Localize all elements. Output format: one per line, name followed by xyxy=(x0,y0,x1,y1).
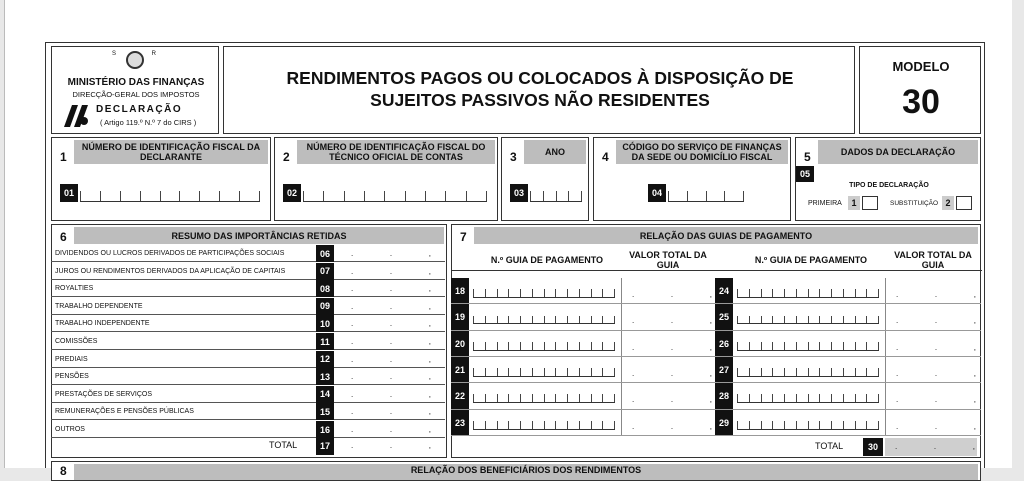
guide-number-input[interactable] xyxy=(737,416,879,430)
direction-name: DIRECÇÃO-GERAL DOS IMPOSTOS xyxy=(72,90,200,99)
nif-declarant-input[interactable] xyxy=(80,184,260,202)
row-label: TRABALHO DEPENDENTE xyxy=(55,302,143,310)
first-option-checkbox[interactable] xyxy=(862,196,878,210)
guide-number-input[interactable] xyxy=(473,389,615,403)
guide-row-code: 19 xyxy=(451,304,469,330)
section-label: ANO xyxy=(545,147,565,157)
guides-total-label: TOTAL xyxy=(815,441,844,451)
section-number: 7 xyxy=(460,230,467,244)
section-label: RESUMO DAS IMPORTÂNCIAS RETIDAS xyxy=(171,231,347,241)
section-label: NÚMERO DE IDENTIFICAÇÃO FISCAL DA DECLARANTE xyxy=(81,142,261,162)
row-amount-field[interactable]: . . , xyxy=(351,266,431,276)
section-number: 3 xyxy=(510,150,517,164)
guide-value-field[interactable]: . . , xyxy=(621,278,713,304)
guide-row-code: 24 xyxy=(715,278,733,304)
section-label: RELAÇÃO DAS GUIAS DE PAGAMENTO xyxy=(639,231,813,241)
form-page xyxy=(4,0,1012,478)
row-code: 11 xyxy=(316,333,334,350)
total-label: TOTAL xyxy=(269,440,298,450)
col-guide-number-right: N.º GUIA DE PAGAMENTO xyxy=(754,255,868,265)
guide-row-code: 18 xyxy=(451,278,469,304)
guide-value-field[interactable]: . . , xyxy=(621,357,713,383)
guide-value-field[interactable]: . . , xyxy=(885,278,979,304)
guide-row-code: 25 xyxy=(715,304,733,330)
retained-amount-row xyxy=(51,351,445,368)
field-code: 01 xyxy=(60,184,78,202)
row-code: 06 xyxy=(316,245,334,262)
guide-value-field[interactable]: . . , xyxy=(885,304,979,330)
section-number: 5 xyxy=(804,150,811,164)
guides-total-code: 30 xyxy=(863,438,883,456)
guide-row-code: 26 xyxy=(715,331,733,357)
row-code: 15 xyxy=(316,403,334,420)
row-label: COMISSÕES xyxy=(55,338,98,345)
row-amount-field[interactable]: . . , xyxy=(351,249,431,258)
col-guide-number-left: N.º GUIA DE PAGAMENTO xyxy=(490,255,604,265)
row-code: 13 xyxy=(316,368,334,385)
guide-value-field[interactable]: . . , xyxy=(885,410,979,436)
section-number: 2 xyxy=(283,150,290,164)
coat-of-arms-icon xyxy=(126,51,144,69)
guide-row-code: 22 xyxy=(451,383,469,409)
guide-number-input[interactable] xyxy=(473,363,615,377)
row-amount-field[interactable]: . . , xyxy=(351,425,431,434)
total-retained-value[interactable]: . . , xyxy=(351,441,431,450)
guide-number-input[interactable] xyxy=(473,416,615,430)
emblem-letter-r: R xyxy=(151,51,156,57)
declaration-label: DECLARAÇÃO xyxy=(96,104,183,115)
total-code: 17 xyxy=(316,437,334,455)
retained-amount-row xyxy=(51,368,445,385)
declaration-type-label: TIPO DE DECLARAÇÃO xyxy=(849,182,929,189)
row-amount-field[interactable]: . . , xyxy=(351,407,431,417)
row-amount-field[interactable]: . . , xyxy=(351,354,431,364)
row-amount-field[interactable]: . . , xyxy=(351,284,431,294)
year-input[interactable] xyxy=(530,184,582,202)
section-1 xyxy=(51,137,271,221)
field-code: 04 xyxy=(648,184,666,202)
guide-number-input[interactable] xyxy=(473,337,615,351)
ministry-box xyxy=(51,46,219,134)
row-amount-field[interactable]: . . , xyxy=(351,337,431,346)
row-label: PRESTAÇÕES DE SERVIÇOS xyxy=(55,390,152,398)
first-option-code: 1 xyxy=(848,196,860,210)
row-code: 14 xyxy=(316,386,334,403)
row-label: PREDIAIS xyxy=(55,355,88,363)
substitution-option-label: SUBSTITUIÇÃO xyxy=(890,200,939,207)
retained-amount-row xyxy=(51,263,445,280)
section-label: RELAÇÃO DOS BENEFICIÁRIOS DOS RENDIMENTOS xyxy=(410,465,642,475)
row-label: ROYALTIES xyxy=(55,285,94,293)
guide-number-input[interactable] xyxy=(737,284,879,298)
section-number: 1 xyxy=(60,150,67,164)
section-label: DADOS DA DECLARAÇÃO xyxy=(840,147,956,157)
dgci-logo-icon xyxy=(62,103,90,129)
row-code: 16 xyxy=(316,421,334,438)
field-code: 02 xyxy=(283,184,301,202)
section-3 xyxy=(501,137,589,221)
section-4 xyxy=(593,137,791,221)
emblem-letter-s: S xyxy=(112,51,117,57)
guide-value-field[interactable]: . . , xyxy=(885,331,979,357)
guides-total-value[interactable]: . . , xyxy=(885,438,977,456)
col-guide-value-left: VALOR TOTAL DA GUIA xyxy=(629,250,707,270)
field-code: 05 xyxy=(796,166,814,182)
row-divider xyxy=(451,435,981,436)
guide-row-code: 28 xyxy=(715,383,733,409)
guide-number-input[interactable] xyxy=(737,337,879,351)
guide-value-field[interactable]: . . , xyxy=(621,383,713,409)
nif-accountant-input[interactable] xyxy=(303,184,487,202)
section-5 xyxy=(795,137,981,221)
row-label: OUTROS xyxy=(55,426,85,433)
tax-office-code-input[interactable] xyxy=(668,184,744,202)
section-label: NÚMERO DE IDENTIFICAÇÃO FISCAL DO TÉCNICO OFICIAL DE CONTAS xyxy=(306,142,486,162)
form-title-line2: SUJEITOS PASSIVOS NÃO RESIDENTES xyxy=(370,90,710,110)
row-code: 07 xyxy=(316,263,334,280)
retained-amount-row xyxy=(51,386,445,403)
guide-value-field[interactable]: . . , xyxy=(621,331,713,357)
retained-amount-row xyxy=(51,333,445,350)
model-box xyxy=(859,46,981,134)
model-number: 30 xyxy=(902,83,940,121)
row-code: 09 xyxy=(316,298,334,315)
guide-value-field[interactable]: . . , xyxy=(885,383,979,409)
form-title-line1: RENDIMENTOS PAGOS OU COLOCADOS À DISPOSIÇÃO DE xyxy=(286,68,794,88)
row-amount-field[interactable]: . . , xyxy=(351,301,431,311)
guide-number-input[interactable] xyxy=(473,284,615,298)
row-amount-field[interactable]: . . , xyxy=(351,319,431,329)
guide-number-input[interactable] xyxy=(737,363,879,377)
section-8 xyxy=(51,461,981,481)
guide-number-input[interactable] xyxy=(737,389,879,403)
retained-amount-row xyxy=(51,298,445,315)
row-amount-field[interactable]: . . , xyxy=(351,372,431,382)
retained-amount-row xyxy=(51,245,445,262)
row-label: TRABALHO INDEPENDENTE xyxy=(55,320,150,328)
substitution-option-checkbox[interactable] xyxy=(956,196,972,210)
row-code: 10 xyxy=(316,315,334,332)
title-box xyxy=(223,46,855,134)
first-option-label: PRIMEIRA xyxy=(808,200,842,207)
row-label: REMUNERAÇÕES E PENSÕES PÚBLICAS xyxy=(55,408,194,416)
col-guide-value-right: VALOR TOTAL DA GUIA xyxy=(894,250,972,270)
field-code: 03 xyxy=(510,184,528,202)
row-label: PENSÕES xyxy=(55,373,89,381)
section-number: 6 xyxy=(60,230,67,244)
model-label: MODELO xyxy=(892,59,950,74)
article-reference: ( Artigo 119.º N.º 7 do CIRS ) xyxy=(100,118,197,127)
guide-row-code: 23 xyxy=(451,410,469,436)
guide-value-field[interactable]: . . , xyxy=(885,357,979,383)
row-code: 12 xyxy=(316,351,334,368)
section-number: 8 xyxy=(60,464,67,478)
row-label: JUROS OU RENDIMENTOS DERIVADOS DA APLICAÇÃO DE CAPITAIS xyxy=(55,267,286,275)
guide-number-input[interactable] xyxy=(737,310,879,324)
retained-amount-row xyxy=(51,421,445,438)
guide-number-input[interactable] xyxy=(473,310,615,324)
ministry-name: MINISTÉRIO DAS FINANÇAS xyxy=(67,77,205,88)
guide-value-field[interactable]: . . , xyxy=(621,410,713,436)
retained-amount-row xyxy=(51,280,445,297)
guide-row-code: 21 xyxy=(451,357,469,383)
guide-row-code: 20 xyxy=(451,331,469,357)
retained-amount-row xyxy=(51,403,445,420)
section-label: CÓDIGO DO SERVIÇO DE FINANÇAS DA SEDE OU DOMICÍLIO FISCAL xyxy=(622,142,782,162)
section-number: 4 xyxy=(602,150,609,164)
guide-value-field[interactable]: . . , xyxy=(621,304,713,330)
row-code: 08 xyxy=(316,280,334,297)
row-label: DIVIDENDOS OU LUCROS DERIVADOS DE PARTICIPAÇÕES SOCIAIS xyxy=(55,250,285,257)
guide-row-code: 27 xyxy=(715,357,733,383)
row-amount-field[interactable]: . . , xyxy=(351,389,431,399)
guide-row-code: 29 xyxy=(715,410,733,436)
section-2 xyxy=(274,137,498,221)
substitution-option-code: 2 xyxy=(942,196,954,210)
retained-amount-row xyxy=(51,315,445,332)
